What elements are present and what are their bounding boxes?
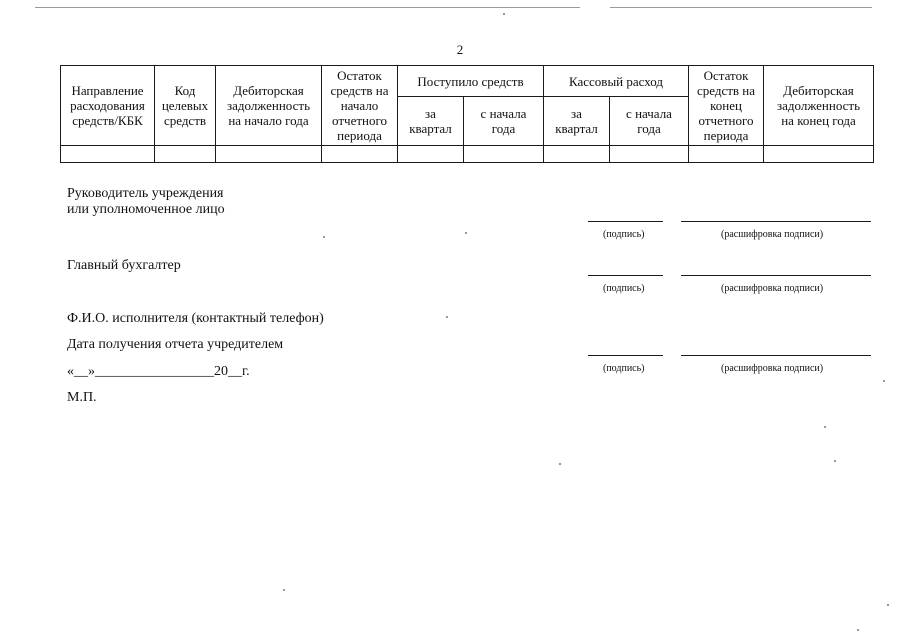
top-rule-right [610, 7, 872, 8]
table-cell [398, 146, 464, 163]
date-received-label: Дата получения отчета учредителем [67, 337, 284, 352]
founder-transcript-line[interactable] [681, 355, 871, 356]
founder-signature-line[interactable] [588, 355, 663, 356]
table-cell [216, 146, 322, 163]
scan-speck [824, 426, 826, 428]
accountant-transcript-line[interactable] [681, 275, 871, 276]
scan-speck [465, 232, 467, 234]
header-debt-start: Дебиторская задолженность на начало года [216, 66, 322, 146]
top-rule-left [35, 7, 580, 8]
subheader-received-ytd: с начала года [464, 97, 544, 146]
executor-label: Ф.И.О. исполнителя (контактный телефон) [67, 311, 324, 326]
subheader-expense-ytd: с начала года [610, 97, 689, 146]
subheader-expense-quarter: за квартал [544, 97, 610, 146]
accountant-transcript-caption: (расшифровка подписи) [721, 283, 824, 294]
header-direction: Направление расходования средств/КБК [61, 66, 155, 146]
table-cell [544, 146, 610, 163]
head-label: Руководитель учреждения или уполномоченное лицо [67, 186, 225, 217]
founder-transcript-caption: (расшифровка подписи) [721, 363, 824, 374]
table-cell [155, 146, 216, 163]
scan-speck [834, 460, 836, 462]
head-transcript-caption: (расшифровка подписи) [721, 229, 824, 240]
accountant-signature-caption: (подпись) [603, 283, 645, 294]
scan-speck [883, 380, 885, 382]
header-expense: Кассовый расход [544, 66, 689, 97]
scan-speck [887, 604, 889, 606]
table-cell [689, 146, 764, 163]
table-row [61, 146, 874, 163]
header-debt-end: Дебиторская задолженность на конец года [764, 66, 874, 146]
header-received: Поступило средств [398, 66, 544, 97]
subheader-received-quarter: за квартал [398, 97, 464, 146]
table-cell [610, 146, 689, 163]
head-signature-caption: (подпись) [603, 229, 645, 240]
scan-speck [559, 463, 561, 465]
scan-speck [323, 236, 325, 238]
table-cell [464, 146, 544, 163]
founder-signature-caption: (подпись) [603, 363, 645, 374]
date-line[interactable]: «__»_________________20__г. [67, 364, 250, 379]
scan-speck [503, 13, 505, 15]
table-cell [764, 146, 874, 163]
header-balance-start: Остаток средств на начало отчетного периода [322, 66, 398, 146]
table-cell [61, 146, 155, 163]
header-code: Код целевых средств [155, 66, 216, 146]
header-balance-end: Остаток средств на конец отчетного периода [689, 66, 764, 146]
scan-speck [446, 316, 448, 318]
page-number: 2 [456, 42, 464, 57]
scan-speck [857, 629, 859, 631]
accountant-signature-line[interactable] [588, 275, 663, 276]
seal-label: М.П. [67, 390, 97, 405]
head-transcript-line[interactable] [681, 221, 871, 222]
table-cell [322, 146, 398, 163]
chief-accountant-label: Главный бухгалтер [67, 258, 181, 273]
report-table [60, 65, 874, 163]
scan-speck [283, 589, 285, 591]
head-signature-line[interactable] [588, 221, 663, 222]
